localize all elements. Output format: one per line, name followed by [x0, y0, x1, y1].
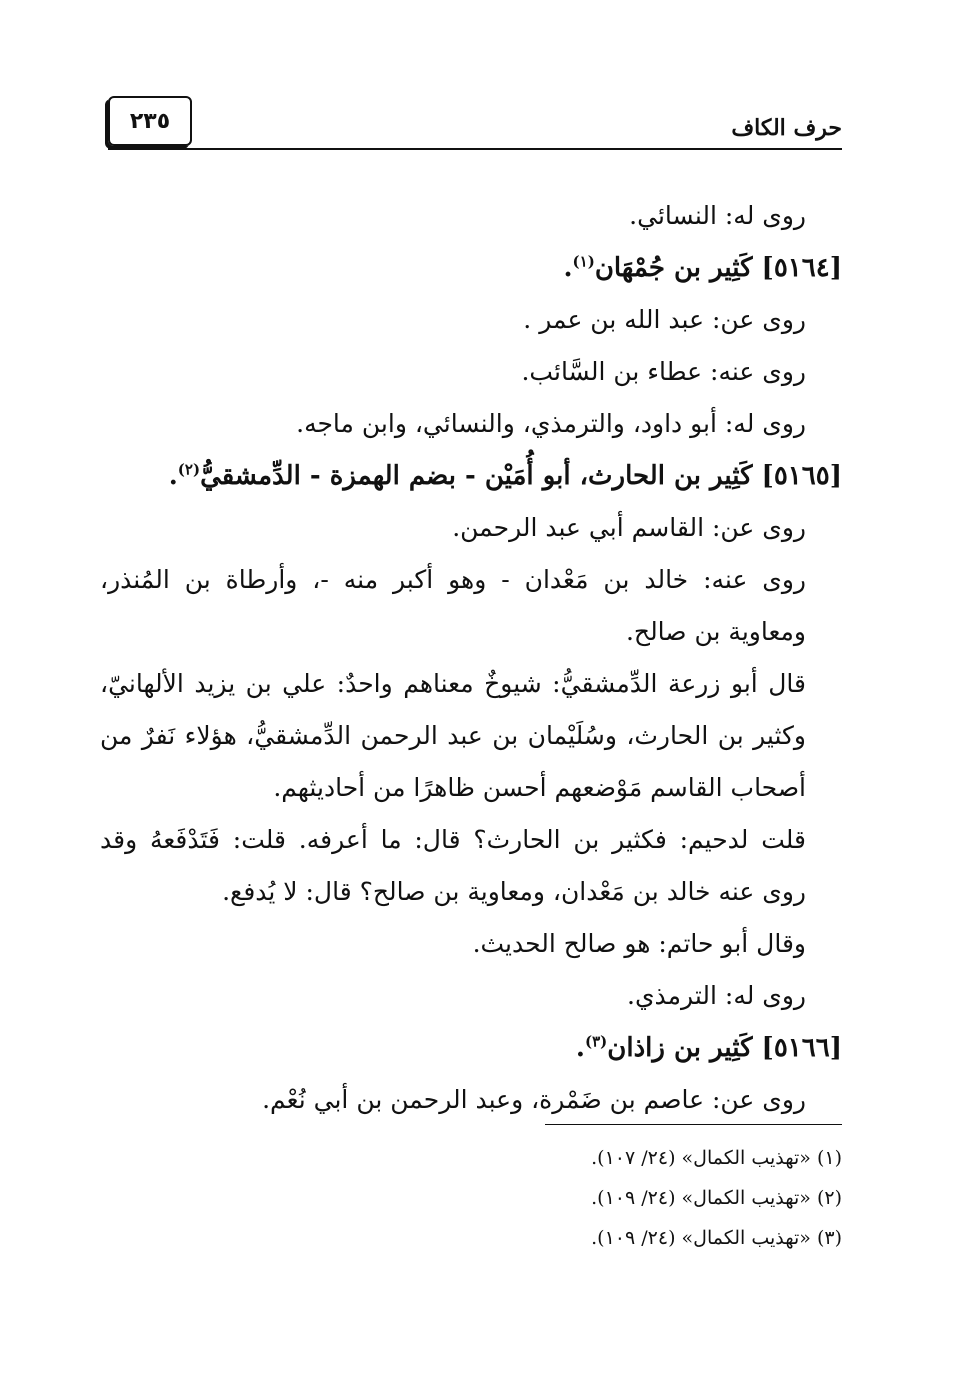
text-line: روى له: أبو داود، والترمذي، والنسائي، وابن ماجه.	[296, 409, 806, 438]
text-line: وقال أبو حاتم: هو صالح الحديث.	[472, 929, 806, 958]
footnote: (٢) «تهذيب الكمال» (٢٤/ ١٠٩).	[591, 1187, 842, 1209]
text-line: روى عنه: عطاء بن السَّائب.	[521, 357, 806, 386]
footnote: (٣) «تهذيب الكمال» (٢٤/ ١٠٩).	[591, 1227, 842, 1249]
entry-heading-end: .	[575, 1033, 585, 1063]
footnotes	[400, 1138, 842, 1258]
footnote-ref: (٣)	[584, 1032, 608, 1051]
chapter-title: حرف الكاف	[731, 115, 842, 141]
text-line: روى له: الترمذي.	[627, 981, 806, 1010]
footnote-separator	[545, 1124, 842, 1125]
entry-heading-end: .	[563, 253, 573, 283]
entry-heading-5165	[100, 450, 842, 502]
text-paragraph: قلت لدحيم: فكثير بن الحارث؟ قال: ما أعرفه. قلت: فَتَدْفَعهُ وقد روى عنه خالد بن مَعْدان، ومعاوية بن صالح؟ قال: لا يُدفع.	[100, 825, 806, 906]
footnote: (١) «تهذيب الكمال» (٢٤/ ١٠٧).	[591, 1147, 842, 1169]
entry-heading-end: .	[168, 461, 178, 491]
header-rule	[108, 148, 842, 150]
entry-heading-5164	[100, 242, 842, 294]
entry-heading-label: [٥١٦٤] كَثِير بن جُمْهَان	[594, 253, 842, 283]
footnote-ref: (٢)	[177, 460, 201, 479]
text-line: روى عن: القاسم أبي عبد الرحمن.	[452, 513, 806, 542]
text-line: روى له: النسائي.	[629, 201, 806, 230]
text-line: روى عن: عبد الله بن عمر .	[523, 305, 806, 334]
entry-heading-label: [٥١٦٥] كَثِير بن الحارث، أبو أُمَيْن - بضم الهمزة - الدِّمشقيُّ	[200, 461, 842, 491]
text-paragraph: قال أبو زرعة الدِّمشقيُّ: شيوخٌ معناهم واحدٌ: علي بن يزيد الألهانيّ، وكثير بن الحارث، وسُلَيْمان بن عبد الرحمن الدِّمشقيُّ، هؤلاء نَفرٌ من أصحاب القاسم مَوْضعهم أحسن ظاهرًا من أحاديثهم.	[100, 669, 806, 802]
page-number: ٢٣٥	[108, 96, 192, 146]
entry-heading-5166	[100, 1022, 842, 1074]
text-paragraph: روى عنه: خالد بن مَعْدان - وهو أكبر منه -، وأرطاة بن المُنذر، ومعاوية بن صالح.	[100, 565, 806, 646]
main-text	[100, 190, 842, 1126]
footnote-ref: (١)	[572, 252, 595, 271]
page-header	[0, 0, 960, 160]
entry-heading-label: [٥١٦٦] كَثِير بن زاذان	[607, 1033, 842, 1063]
text-line: روى عن: عاصم بن ضَمْرة، وعبد الرحمن بن أبي نُعْم.	[262, 1085, 806, 1114]
